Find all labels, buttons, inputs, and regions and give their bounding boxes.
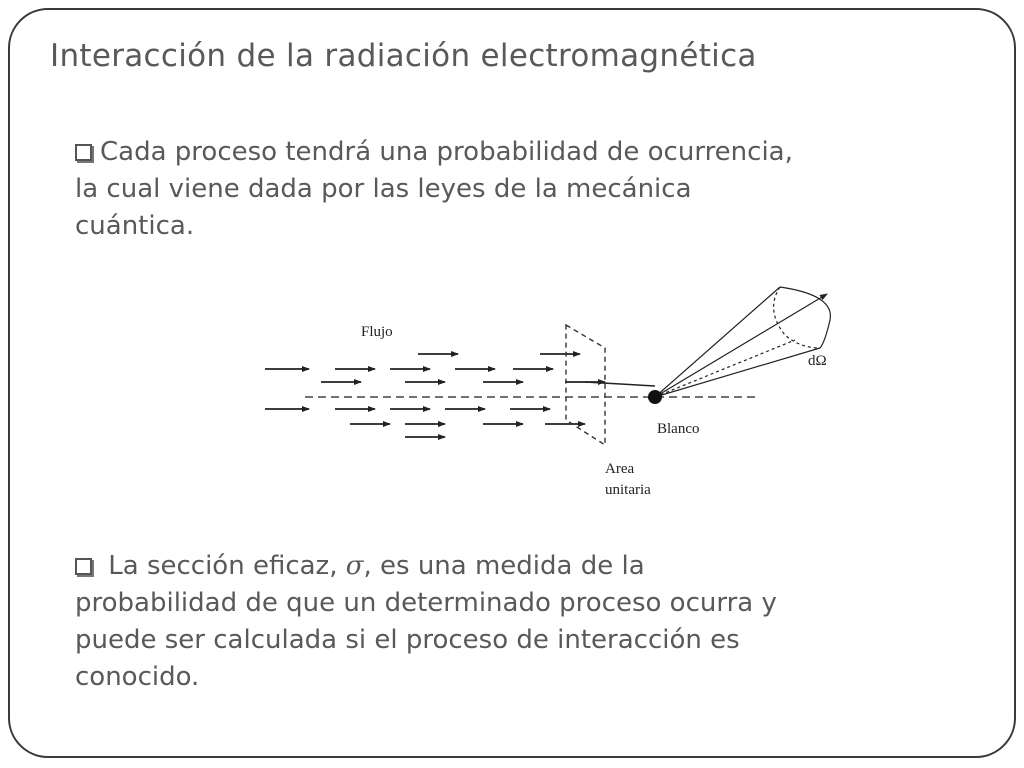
bullet-2-line-3: puede ser calculada si el proceso de interacción es bbox=[75, 625, 740, 655]
target-dot bbox=[648, 390, 662, 404]
bullet-2-line-1-start: La sección eficaz, bbox=[100, 551, 346, 581]
bullet-paragraph-1 bbox=[75, 134, 975, 245]
bullet-2-line-1-end: , es una medida de la bbox=[363, 551, 645, 581]
bullet-2-line-4: conocido. bbox=[75, 662, 200, 692]
slide-title: Interacción de la radiación electromagnética bbox=[50, 38, 757, 74]
bullet-1-line-3: cuántica. bbox=[75, 211, 195, 241]
scattering-diagram-svg bbox=[255, 280, 855, 510]
flux-label: Flujo bbox=[361, 324, 393, 340]
target-label: Blanco bbox=[657, 421, 700, 437]
checkbox-bullet-icon bbox=[75, 144, 92, 161]
bullet-2-line-2: probabilidad de que un determinado proceso ocurra y bbox=[75, 588, 777, 618]
checkbox-bullet-icon bbox=[75, 558, 92, 575]
bullet-1-line-2: la cual viene dada por las leyes de la mecánica bbox=[75, 174, 692, 204]
scattering-cone bbox=[655, 287, 830, 397]
sigma-symbol: σ bbox=[345, 551, 364, 581]
unit-area-label-line-1: Area bbox=[605, 461, 635, 477]
flux-arrows bbox=[265, 354, 605, 437]
solid-angle-label: dΩ bbox=[808, 353, 827, 369]
bullet-1-line-1: Cada proceso tendrá una probabilidad de ocurrencia, bbox=[100, 137, 793, 167]
bullet-paragraph-2 bbox=[75, 548, 975, 696]
incoming-trajectory-line bbox=[585, 382, 655, 386]
unit-area-label-line-2: unitaria bbox=[605, 482, 651, 498]
scattering-diagram bbox=[255, 280, 855, 510]
unit-area-plane bbox=[566, 325, 605, 445]
